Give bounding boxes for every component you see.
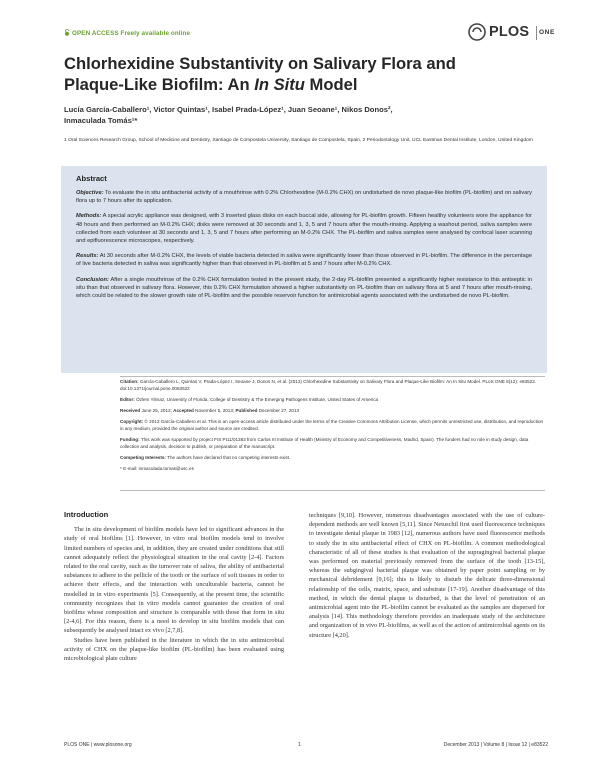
meta-bottom-rule [120,490,545,491]
author-list: Lucía García-Caballero¹, Victor Quintas¹, Isabel Prada-López¹, Juan Seoane¹, Nikos Donos², Inmaculada Tomás¹* [64,105,393,125]
funding: Funding: This work was supported by project FIS PI11/01383 from Carlos III Institute of Health (Ministry of Economy and Competitiveness, Madrid, Spain). The funders had no role in study design, data collection and analysis, decision to publish, or preparation of the manuscript. [120,437,529,449]
abstract-heading: Abstract [76,174,107,183]
brand-name: PLOS [489,24,530,40]
brand-divider [536,26,537,40]
competing-interests: Competing Interests: The authors have declared that no competing interests exist. [120,455,291,460]
intro-left-column [64,510,284,663]
affiliations: 1 Oral Sciences Research Group, School of Medicine and Dentistry, Santiago de Compostela University, Santiago de Compostela, Spain, 2 Periodontology Unit, UCL Eastman Dental Institute, London, United Kingdom [64,138,533,143]
editor: Editor: Özlem Yilmaz, University of Florida, College of Dentistry & The Emerging Pathogens Institute, United States of America [120,397,379,402]
brand-sub: ONE [539,29,555,36]
footer-page-number: 1 [298,742,301,748]
intro-right-column: techniques [9,10]. However, numerous disadvantages associated with the use of culture-dependent methods are well known [5,11]. Since Netuschil first used fluorescence techniques to investigate dental plaque in 1983 [12], numerous authors have used fluorescence methods to study the in situ antibacterial effect of CHX on PL-biofilm. A common methodological characteristic of all of these studies is that evaluation of the supragingival bacterial plaque was performed on material previously removed from the surface of the tooth [13-15], whereas the subgingival bacterial plaque was obtained by paper point sampling or by mechanical debridement [9,16]; this is likely to disturb the delicate three-dimensional relationship of the cells, matrix, space, and substrate [17-19]. Another disadvantage of this method, in which the dental plaque is disturbed, is that the level of penetration of an antimicrobial agent into the PL-biofilm cannot be evaluated as the samples are dispersed for analysis [14]. This methodology therefore provides an inadequate study of the architecture and organization of in vivo PL-biofilms, as well as of the action of antimicrobial agents on its structure [4,20]. [309,512,545,639]
abstract-methods: Methods: A special acrylic appliance was designed, with 3 inserted glass disks on each buccal side, allowing for PL-biofilm growth. Fifteen healthy volunteers wore the appliance for 48 hours and then performed an M-0.2% CHX; disks were removed at 30 seconds and 1, 3, 5 and 7 hours after the mouth-rinsing. Applying a washout period, saliva samples were collected from each volunteer at 30 seconds and 1, 3, 5 and 7 hours after performing an M-0.2% CHX. The PL-biofilm and saliva samples were analysed by confocal laser scanning and epifluorescence microscopes, respectively. [76,213,532,245]
intro-heading: Introduction [64,510,109,519]
open-lock-icon [64,29,70,36]
open-access-text: OPEN ACCESS Freely available online [72,30,191,37]
meta-top-rule [120,376,545,377]
abstract-conclusion: Conclusion: After a single mouthrinse of the 0.2% CHX formulation tested in the present study, the 2-day PL-biofilm presented a significantly higher resistance to this antiseptic in situ than that observed in salivary flora. However, this 0.2% CHX formulation showed a higher substantivity on PL-biofilm than on salivary flora at 5 and 7 hours after mouth-rinsing, which could be related to the slower growth rate of PL-biofilm and the possible reservoir function for antimicrobial agents associated with the undisturbed de novo PL-biofilm. [76,276,532,300]
journal-logo [468,22,558,44]
contact-email[interactable]: * E-mail: inmaculada.tomas@usc.es [120,466,194,471]
dates: Received June 25, 2013; Accepted November 5, 2013; Published December 27, 2013 [120,408,300,413]
open-access-label [64,29,190,37]
abstract-box [61,166,547,373]
abstract-objective: Objective: To evaluate the in situ antibacterial activity of a mouthrinse with 0.2% Chlorhexidine (M-0.2% CHX) on undisturbed de novo plaque-like biofilm (PL-biofilm) and on salivary flora up to 7 hours after its application. [76,190,532,205]
page-footer [64,742,548,752]
footer-issue: December 2013 | Volume 8 | Issue 12 | e83522 [443,742,548,748]
plos-logo-icon [468,23,486,41]
footer-journal[interactable]: PLOS ONE | www.plosone.org [64,742,132,748]
citation: Citation: García-Caballero L, Quintas V, Prada-López I, Seoane J, Donos N, et al. (2013) Chlorhexidine Substantivity on Salivary Flora and Plaque-Like Biofilm: An In Situ Model. PLoS ONE 8(12): e83522. doi:10.1371/journal.pone.0083522 [120,379,537,391]
paper-title: Chlorhexidine Substantivity on Salivary Flora and Plaque-Like Biofilm: An In Situ Model [64,54,456,94]
abstract-results: Results: At 30 seconds after M-0.2% CHX, the levels of viable bacteria detected in saliva were significantly lower than those observed in PL-biofilm. The difference in the percentage of live bacteria detected in saliva was significantly higher than that observed in PL-biofilm at 5 and 7 hours after M-0.2% CHX. [76,253,532,268]
copyright: Copyright: © 2013 García-Caballero et al. This is an open-access article distributed under the terms of the Creative Commons Attribution License, which permits unrestricted use, distribution, and reproduction in any medium, provided the original author and source are credited. [120,419,544,431]
article-metadata [120,378,545,476]
intro-paragraph-2: Studies have been published in the literature in which the in situ antimicrobial activity of CHX on the plaque-like biofilm (PL-biofilm) has been evaluated using microbiological plate culture [64,636,284,663]
intro-paragraph-1: The in situ development of biofilm models have led to significant advances in the study of oral biofilms [1]. However, in vitro oral biofilm models tend to involve limited numbers of species and, in addition, they are created under conditions that still cannot adequately reflect the physiological situation in the oral cavity [2-4]. Factors related to the oral cavity, such as the turnover rate of saliva, the ability of antibacterial substances to adhere to the pellicle of the tooth or the surface of soft tissues in order to achieve their effects, and the interaction with unculturable bacteria, cannot be modelled in in vitro experiments [5]. Consequently, at the present time, the scientific community recognizes that in vitro models cannot guarantee the creation of oral biofilms whose composition and structure is comparable with those that form in situ [2-4,6]. For this reason, there is a need to develop in situ biofilm models that can subsequently be analysed intact ex vivo [2,7,8]. [64,526,284,635]
